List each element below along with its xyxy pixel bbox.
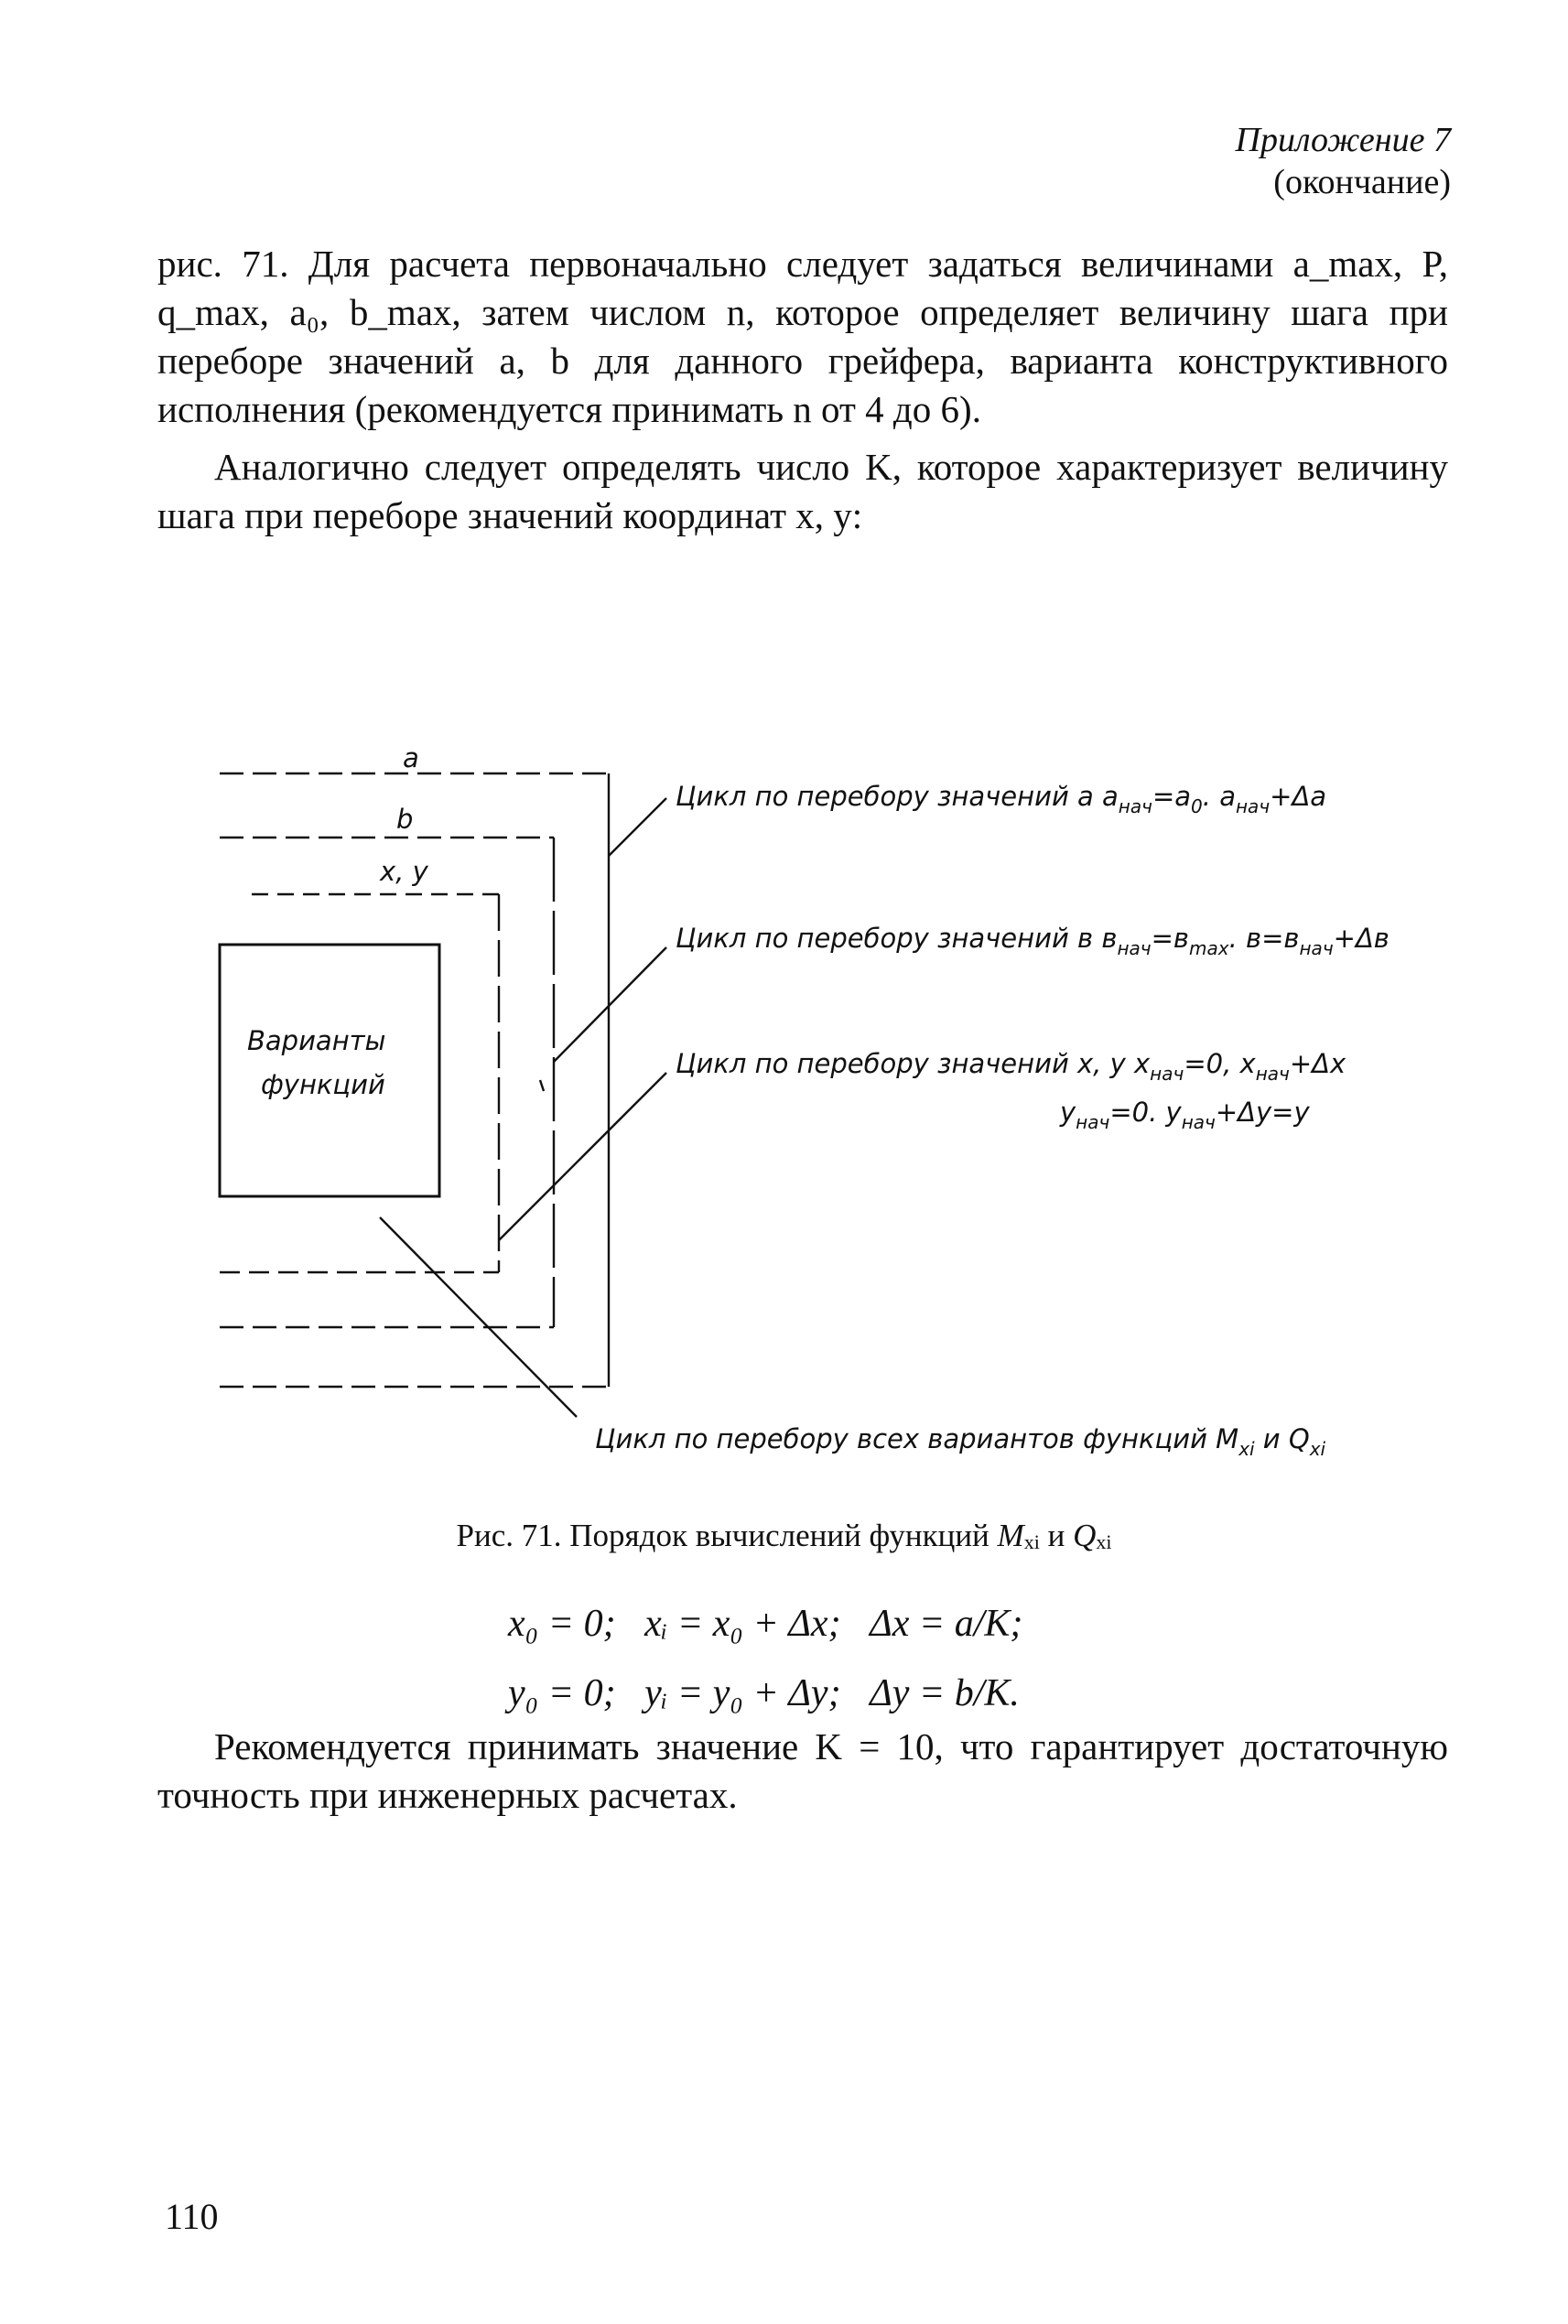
figure-caption: Рис. 71. Порядок вычислений функций $M_{xi}$ и $Q_{xi}$ — [456, 1518, 1112, 1553]
leader-b — [554, 947, 666, 1062]
leader-a — [609, 798, 666, 856]
appendix-subtitle: (окончание) — [1273, 163, 1451, 201]
note-loop-b: Цикл по перебору значений в $в_{нач}=в_{max}$. $в=в_{нач}+\Delta в$ — [676, 923, 1390, 959]
appendix-title: Приложение 7 — [1235, 121, 1451, 159]
formula-y: y₀ = 0; yᵢ = y₀ + Δy; Δy = b/K. — [508, 1672, 1020, 1714]
note-loop-xy-line2: $y_{нач}=0$. $y_{нач}+\Delta y=y$ — [1060, 1097, 1310, 1133]
label-xy: x, y — [380, 856, 428, 887]
box-label-line1: Варианты — [247, 1025, 386, 1056]
note-loop-a: Цикл по перебору значений a $a_{нач}=a_0$. $a_{нач}+\Delta a$ — [676, 781, 1327, 817]
page-number: 110 — [165, 2196, 219, 2237]
paragraph-3: Рекомендуется принимать значение K = 10, что гарантирует достаточную точность при инженерных расчетах. — [157, 1725, 1448, 1816]
leader-xy — [499, 1073, 666, 1240]
note-loop-all: Цикл по перебору всех вариантов функций $M_{xi}$ и $Q_{xi}$ — [595, 1423, 1326, 1460]
leader-all — [380, 1217, 577, 1417]
label-a: a — [403, 742, 419, 773]
formula-x: x₀ = 0; xᵢ = x₀ + Δx; Δx = a/K; — [508, 1603, 1023, 1645]
note-loop-xy: Цикл по перебору значений x, y $x_{нач}=0$, $x_{нач}+\Delta x$ — [676, 1048, 1346, 1085]
tick-mark — [540, 1080, 544, 1091]
box-label-line2: функций — [261, 1069, 385, 1100]
label-b: b — [396, 804, 414, 835]
paragraph-1: рис. 71. Для расчета первоначально следует задаться величинами a_max, P, q_max, a₀, b_max, затем числом n, которое определяет величину шага при переборе значений a, b для данного грейфера, варианта конструктивного исполнения (рекомендуется принимать n от 4 до 6). — [157, 243, 1448, 430]
paragraph-2: Аналогично следует определять число K, которое характеризует величину шага при переборе значений координат x, y: — [157, 446, 1448, 536]
